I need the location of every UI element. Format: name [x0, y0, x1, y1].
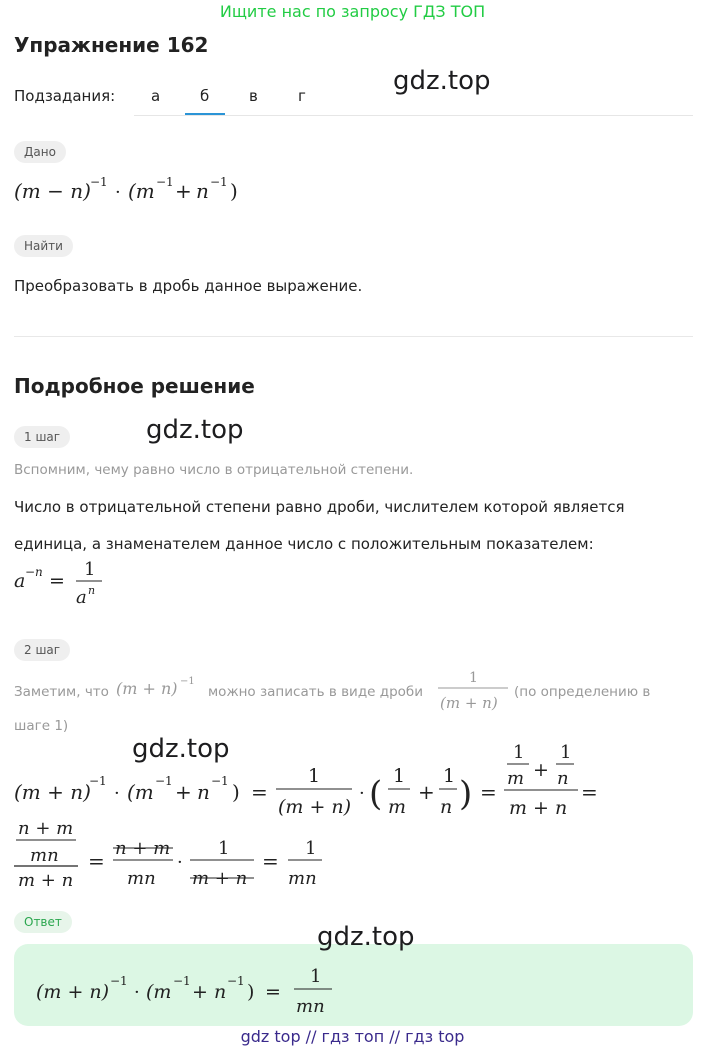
svg-text:=: =: [88, 849, 105, 873]
svg-text:a: a: [76, 587, 87, 608]
svg-text:a: a: [14, 570, 26, 592]
step2-formula: [10, 738, 700, 894]
svg-text:(m: (m: [127, 780, 154, 804]
svg-text:mn: mn: [288, 868, 317, 889]
promo-banner: Ищите нас по запросу ГДЗ ТОП: [219, 2, 486, 21]
svg-text:=: =: [262, 849, 279, 873]
svg-text:n: n: [557, 768, 569, 789]
step1-text-line2: единица, а знаменателем данное число с положительным показателем:: [14, 535, 594, 553]
tab-a[interactable]: а: [151, 87, 161, 105]
svg-text:−1: −1: [211, 774, 229, 788]
answer-badge: Ответ: [14, 911, 72, 933]
svg-text:−1: −1: [155, 774, 173, 788]
svg-text:(m + n): (m + n): [116, 679, 178, 698]
given-badge: Дано: [14, 141, 66, 163]
svg-text:1: 1: [469, 670, 478, 686]
svg-text:−1: −1: [110, 974, 128, 988]
svg-text:·: ·: [359, 783, 365, 804]
svg-text:n: n: [197, 780, 210, 804]
svg-text:+: +: [175, 179, 192, 203]
svg-text:1: 1: [560, 742, 572, 763]
step2-hint-part3: (по определению в: [514, 684, 651, 700]
svg-text:−1: −1: [89, 774, 107, 788]
svg-text:(m + n): (m + n): [440, 694, 498, 712]
svg-text:): ): [459, 774, 473, 814]
svg-text:·: ·: [134, 982, 140, 1003]
watermark: gdz.top: [146, 415, 244, 445]
svg-text:−1: −1: [156, 175, 174, 189]
svg-text:n: n: [88, 584, 96, 597]
svg-text:(m + n): (m + n): [14, 780, 91, 804]
svg-text:−n: −n: [25, 565, 43, 579]
solution-heading: Подробное решение: [14, 374, 255, 398]
step2-hint-part2: можно записать в виде дроби: [208, 684, 424, 700]
step1-badge: 1 шаг: [14, 426, 70, 448]
svg-text:(m: (m: [128, 179, 155, 203]
step2-hint-expression: [114, 672, 204, 702]
tab-v[interactable]: в: [249, 87, 258, 105]
svg-text:mn: mn: [30, 845, 59, 866]
svg-text:): ): [247, 981, 255, 1003]
step2-hint-line2: шаге 1): [14, 718, 69, 734]
answer-formula: [34, 962, 354, 1018]
svg-text:−1: −1: [90, 175, 108, 189]
svg-text:m: m: [388, 796, 407, 818]
svg-text:n: n: [196, 179, 209, 203]
step1-hint: Вспомним, чему равно число в отрицательной степени.: [14, 462, 414, 478]
svg-text:1: 1: [84, 559, 96, 580]
tab-g[interactable]: г: [298, 87, 306, 105]
svg-text:·: ·: [115, 182, 121, 203]
step2-badge: 2 шаг: [14, 639, 70, 661]
watermark: gdz.top: [132, 734, 230, 764]
svg-text:+: +: [192, 981, 208, 1003]
svg-text:−1: −1: [180, 676, 195, 687]
svg-text:(m + n): (m + n): [278, 796, 352, 818]
step1-formula: [12, 554, 132, 610]
svg-text:(: (: [369, 774, 383, 814]
svg-text:−1: −1: [210, 175, 228, 189]
page-title: Упражнение 162: [14, 33, 209, 57]
svg-text:m + n: m + n: [18, 870, 74, 891]
svg-text:=: =: [49, 570, 65, 592]
svg-text:n: n: [440, 796, 453, 818]
step1-text-line1: Число в отрицательной степени равно дроби, числителем которой является: [14, 498, 625, 516]
svg-text:n + m: n + m: [115, 838, 171, 859]
svg-text:1: 1: [393, 765, 406, 787]
svg-text:n + m: n + m: [18, 818, 74, 839]
section-divider: [14, 336, 693, 337]
svg-text:=: =: [480, 780, 497, 804]
svg-text:1: 1: [218, 838, 230, 859]
svg-text:−1: −1: [173, 974, 191, 988]
svg-text:m: m: [507, 768, 525, 789]
svg-text:1: 1: [305, 838, 317, 859]
svg-text:+: +: [418, 780, 435, 804]
svg-text:): ): [232, 780, 240, 804]
watermark: gdz.top: [393, 66, 491, 96]
svg-text:·: ·: [177, 852, 183, 873]
svg-text:1: 1: [513, 742, 525, 763]
svg-text:mn: mn: [127, 868, 156, 889]
svg-text:1: 1: [308, 765, 321, 787]
given-expression: [12, 172, 272, 208]
step2-hint-fraction: [436, 666, 512, 718]
svg-text:m + n: m + n: [192, 868, 248, 889]
find-text: Преобразовать в дробь данное выражение.: [14, 277, 363, 295]
svg-text:n: n: [214, 981, 227, 1003]
watermark: gdz.top: [317, 922, 415, 952]
subtasks-label: Подзадания:: [14, 87, 116, 105]
svg-text:(m − n): (m − n): [14, 179, 91, 203]
svg-text:): ): [230, 179, 238, 203]
svg-text:=: =: [251, 780, 268, 804]
svg-text:=: =: [265, 981, 281, 1003]
svg-text:(m + n): (m + n): [36, 981, 110, 1003]
svg-text:1: 1: [443, 765, 456, 787]
svg-text:+: +: [533, 759, 549, 781]
svg-text:−1: −1: [227, 974, 245, 988]
svg-text:(m: (m: [146, 981, 172, 1003]
tabs-divider: [134, 115, 693, 116]
tab-b[interactable]: б: [200, 87, 210, 105]
svg-text:mn: mn: [296, 996, 325, 1017]
active-tab-indicator: [185, 113, 225, 115]
footer-links[interactable]: gdz top // гдз топ // гдз top: [240, 1027, 465, 1046]
step2-hint-part1: Заметим, что: [14, 684, 109, 700]
svg-text:1: 1: [310, 966, 322, 987]
svg-text:=: =: [581, 780, 598, 804]
svg-text:m + n: m + n: [509, 797, 568, 819]
svg-text:+: +: [175, 780, 192, 804]
svg-text:·: ·: [114, 783, 120, 804]
find-badge: Найти: [14, 235, 73, 257]
